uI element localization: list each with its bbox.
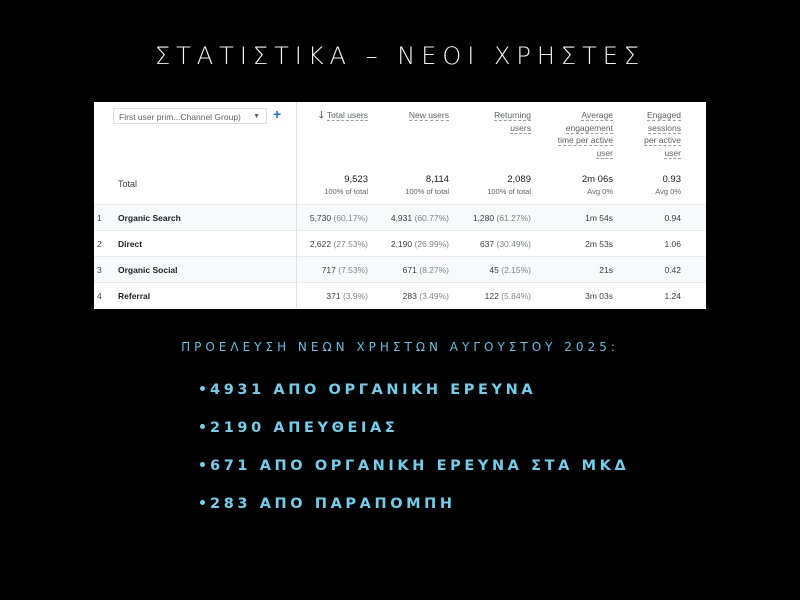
channel-name: Organic Search (118, 213, 181, 223)
column-header-total-users[interactable]: 🡓 Total users (318, 110, 368, 121)
total-new-users: 8,114 100% of total (405, 174, 449, 196)
total-total-users: 9,523 100% of total (324, 174, 368, 196)
list-item: 671 ΑΠΟ ΟΡΓΑΝΙΚΗ ΕΡΕΥΝΑ ΣΤΑ ΜΚΔ (200, 454, 629, 492)
bullet-icon (200, 386, 205, 391)
column-header-avg-engagement[interactable]: Average engagement time per active user (557, 110, 613, 158)
subtitle: ΠΡΟΕΛΕΥΣΗ ΝΕΩΝ ΧΡΗΣΤΩΝ ΑΥΓΟΥΣΤΟΥ 2025: (181, 340, 619, 354)
total-label: Total (118, 179, 138, 189)
plus-icon[interactable]: + (273, 106, 282, 122)
channel-name: Direct (118, 239, 143, 249)
column-divider (296, 102, 297, 309)
slide-title: ΣΤΑΤΙΣΤΙΚΑ – ΝΕΟΙ ΧΡΗΣΤΕΣ (154, 42, 646, 70)
total-avg-engagement: 2m 06s Avg 0% (581, 174, 613, 196)
table-row[interactable]: 3 Organic Social 717 (7.53%) 671 (8.27%) 45 (2.15%) 21s 0.42 (94, 256, 706, 283)
table-row[interactable]: 4 Referral 371 (3.9%) 283 (3.49%) 122 (5.84%) 3m 03s 1.24 (94, 282, 706, 309)
analytics-report-table (94, 102, 706, 309)
dimension-select[interactable] (113, 108, 267, 124)
bullet-icon (200, 500, 205, 505)
channel-name: Organic Social (118, 265, 178, 275)
caret-down-icon: ▼ (253, 113, 260, 120)
arrow-down-icon: 🡓 (318, 110, 324, 121)
column-header-new-users[interactable]: New users (408, 110, 449, 120)
list-item: 2190 ΑΠΕΥΘΕΙΑΣ (200, 416, 629, 454)
list-item: 283 ΑΠΟ ΠΑΡΑΠΟΜΠΗ (200, 492, 629, 530)
total-engaged-sessions: 0.93 Avg 0% (655, 174, 681, 196)
list-item: 4931 ΑΠΟ ΟΡΓΑΝΙΚΗ ΕΡΕΥΝΑ (200, 378, 629, 416)
total-returning-users: 2,089 100% of total (487, 174, 531, 196)
bullet-icon (200, 424, 205, 429)
column-header-returning-users[interactable]: Returning users (494, 110, 531, 133)
dimension-select-label: First user prim...Channel Group) (119, 112, 241, 122)
table-row[interactable]: 2 Direct 2,622 (27.53%) 2,190 (26.99%) 637 (30.49%) 2m 53s 1.06 (94, 230, 706, 257)
bullet-icon (200, 462, 205, 467)
channel-name: Referral (118, 291, 151, 301)
table-row[interactable]: 1 Organic Search 5,730 (60.17%) 4,931 (60.77%) 1,280 (61.27%) 1m 54s 0.94 (94, 204, 706, 231)
column-header-engaged-sessions[interactable]: Engaged sessions per active user (644, 110, 681, 158)
bullet-list (200, 378, 629, 530)
table-header (94, 102, 706, 204)
